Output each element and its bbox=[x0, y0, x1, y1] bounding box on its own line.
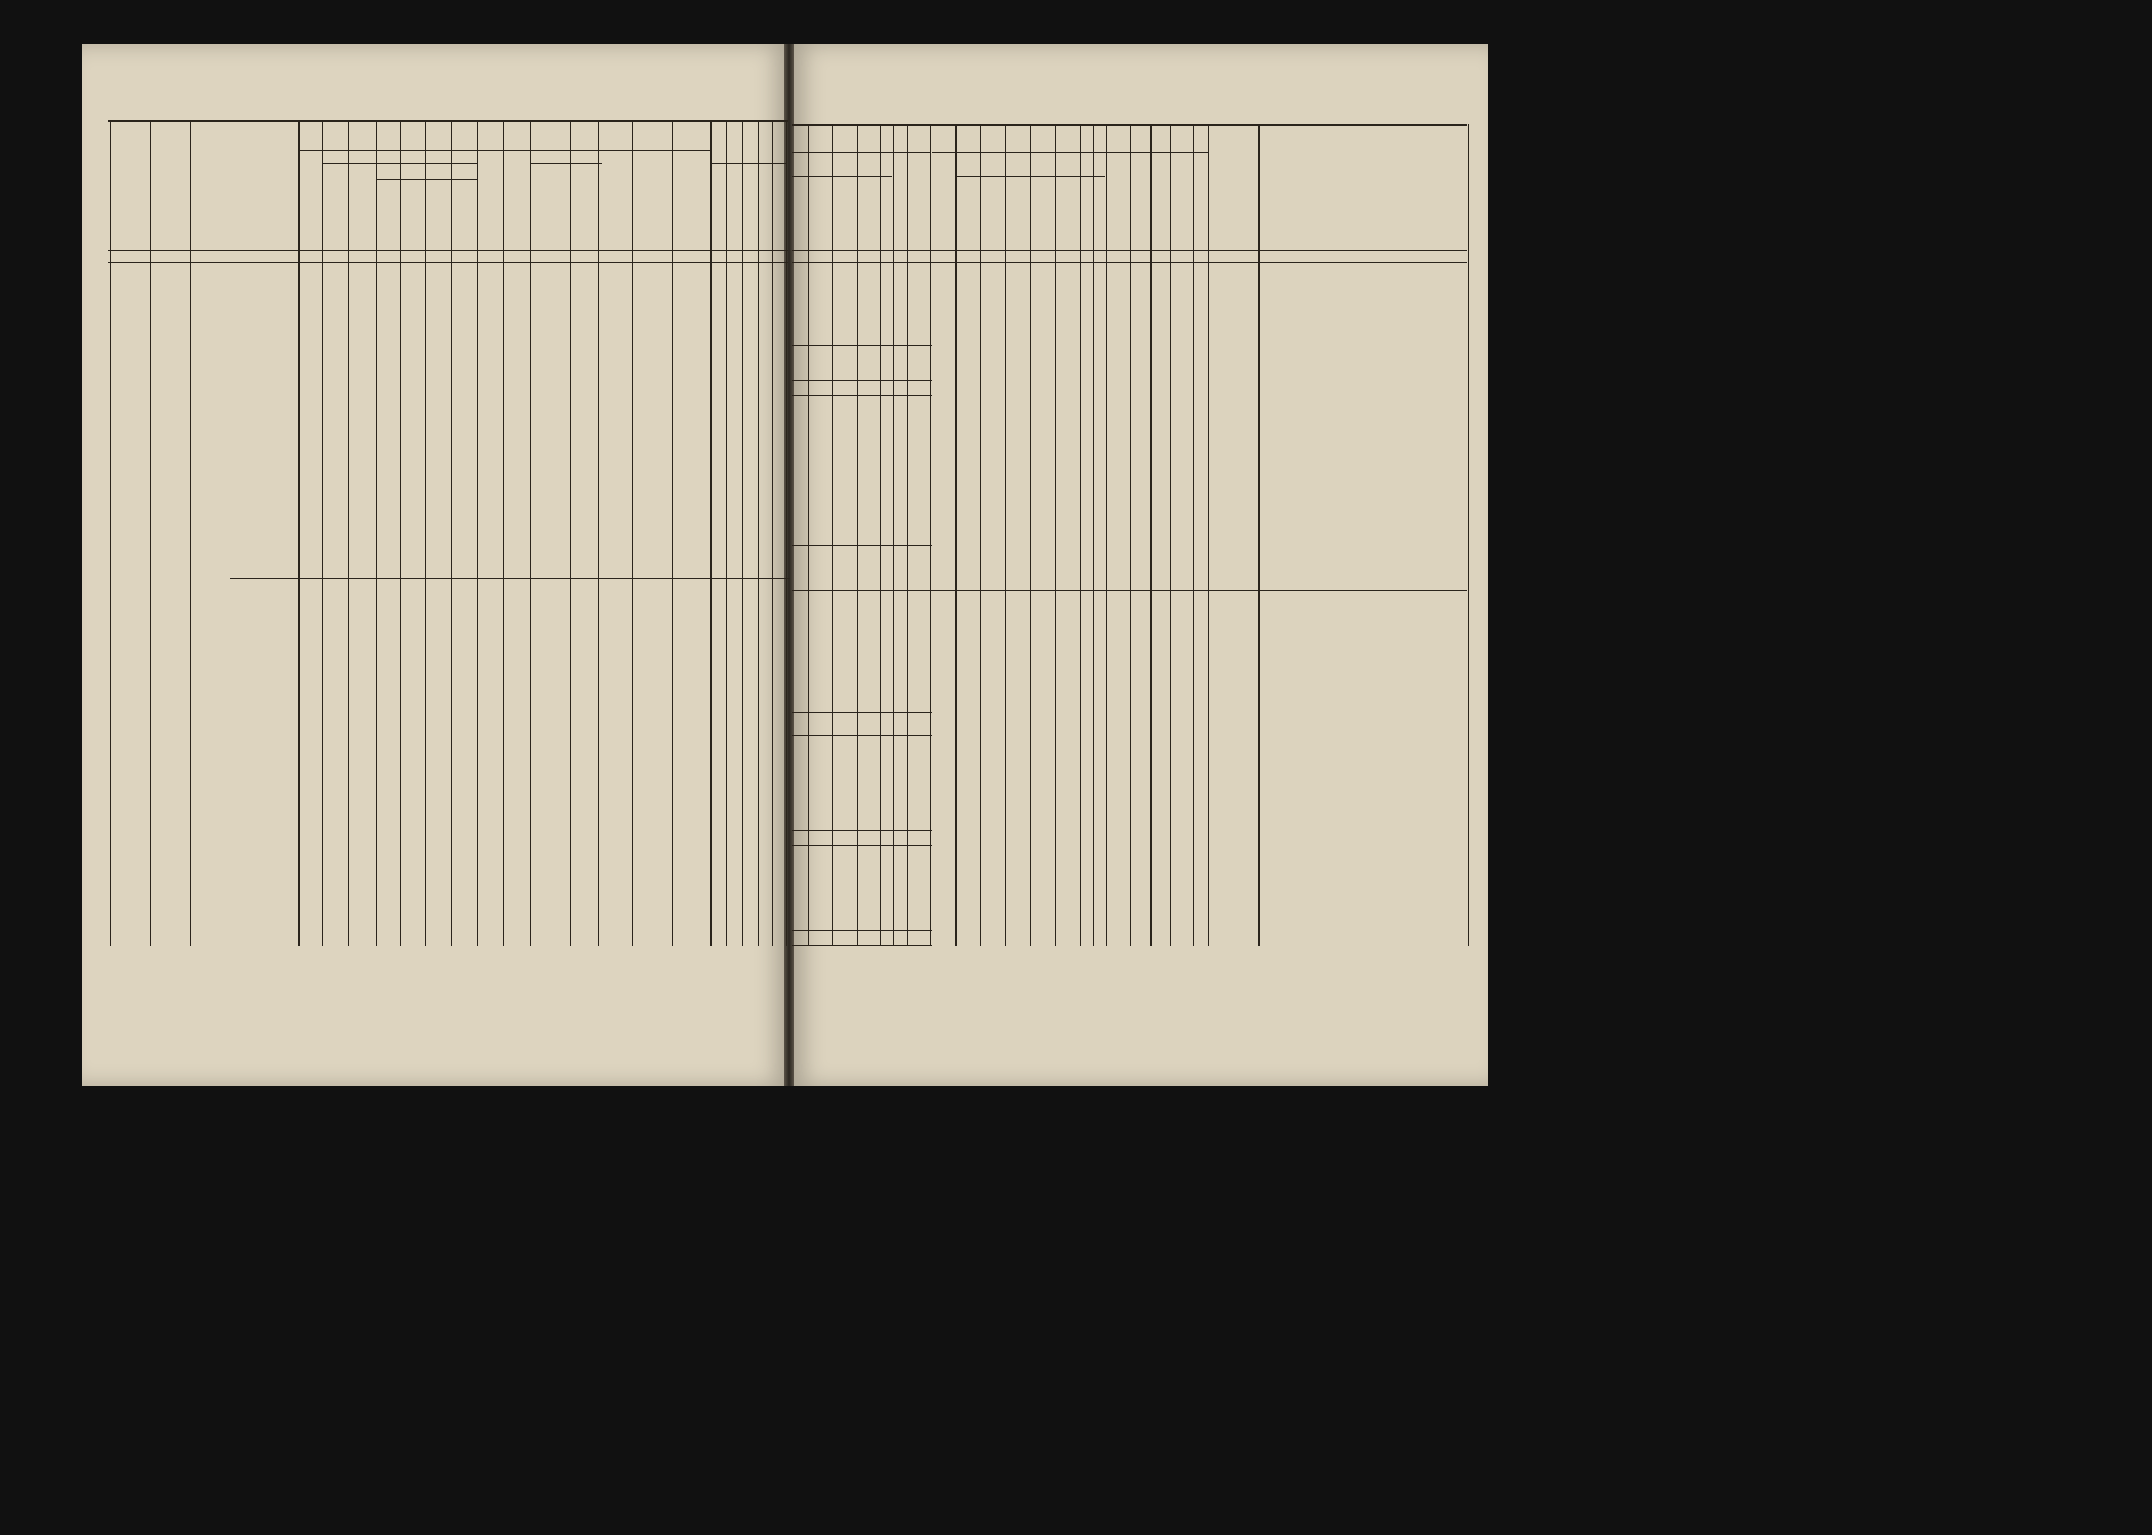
rule-v bbox=[772, 120, 773, 946]
rule-h bbox=[230, 578, 790, 579]
rule-v bbox=[1468, 124, 1469, 946]
rule-v bbox=[808, 124, 809, 946]
rule-v bbox=[1170, 124, 1171, 946]
rule-h bbox=[530, 163, 602, 164]
rule-v bbox=[1106, 124, 1107, 946]
rule-h bbox=[108, 262, 788, 263]
rule-v bbox=[955, 124, 957, 946]
rule-v bbox=[726, 120, 727, 946]
rule-v bbox=[1030, 124, 1031, 946]
rule-h bbox=[108, 250, 788, 251]
rule-h bbox=[792, 152, 930, 153]
rule-v bbox=[477, 120, 478, 946]
rule-v bbox=[710, 120, 712, 946]
rule-h bbox=[792, 380, 932, 381]
rule-h bbox=[376, 163, 478, 164]
rule-v bbox=[880, 124, 881, 946]
rule-v bbox=[1130, 124, 1131, 946]
rule-v bbox=[400, 120, 401, 946]
rule-h bbox=[710, 163, 786, 164]
rule-h bbox=[792, 930, 932, 931]
left-page bbox=[82, 44, 790, 1086]
rule-v bbox=[980, 124, 981, 946]
rule-h bbox=[792, 945, 932, 946]
rule-h bbox=[792, 830, 932, 831]
rule-v bbox=[1055, 124, 1056, 946]
rule-h bbox=[792, 590, 1467, 591]
rule-v bbox=[503, 120, 504, 946]
rule-v bbox=[190, 120, 191, 946]
rule-h bbox=[792, 735, 932, 736]
rule-h bbox=[792, 545, 932, 546]
rule-v bbox=[570, 120, 571, 946]
rule-v bbox=[758, 120, 759, 946]
rule-h bbox=[792, 395, 932, 396]
rule-v bbox=[930, 124, 931, 946]
rule-v bbox=[1005, 124, 1006, 946]
rule-v bbox=[632, 120, 633, 946]
rule-v bbox=[893, 124, 894, 946]
rule-v bbox=[1093, 124, 1094, 946]
rule-h bbox=[792, 712, 932, 713]
rule-v bbox=[1193, 124, 1194, 946]
rule-h bbox=[298, 150, 710, 151]
rule-h bbox=[792, 176, 892, 177]
rule-v bbox=[376, 120, 377, 946]
rule-v bbox=[298, 120, 300, 946]
rule-h bbox=[322, 163, 376, 164]
rule-v bbox=[530, 120, 531, 946]
rule-v bbox=[425, 120, 426, 946]
rule-v bbox=[598, 120, 599, 946]
rule-h bbox=[108, 120, 788, 122]
rule-v bbox=[1258, 124, 1260, 946]
rule-h bbox=[955, 176, 1105, 177]
rule-v bbox=[672, 120, 673, 946]
rule-v bbox=[1080, 124, 1081, 946]
rule-v bbox=[832, 124, 833, 946]
rule-v bbox=[1150, 124, 1152, 946]
rule-v bbox=[907, 124, 908, 946]
rule-h bbox=[376, 179, 478, 180]
rule-h bbox=[932, 152, 1130, 153]
rule-v bbox=[786, 120, 787, 946]
rule-v bbox=[322, 120, 323, 946]
rule-h bbox=[792, 345, 932, 346]
rule-v bbox=[110, 120, 111, 946]
rule-h bbox=[1130, 152, 1208, 153]
rule-v bbox=[742, 120, 743, 946]
rule-h bbox=[792, 845, 932, 846]
rule-v bbox=[451, 120, 452, 946]
rule-v bbox=[150, 120, 151, 946]
rule-v bbox=[857, 124, 858, 946]
rule-v bbox=[348, 120, 349, 946]
rule-v bbox=[1208, 124, 1209, 946]
